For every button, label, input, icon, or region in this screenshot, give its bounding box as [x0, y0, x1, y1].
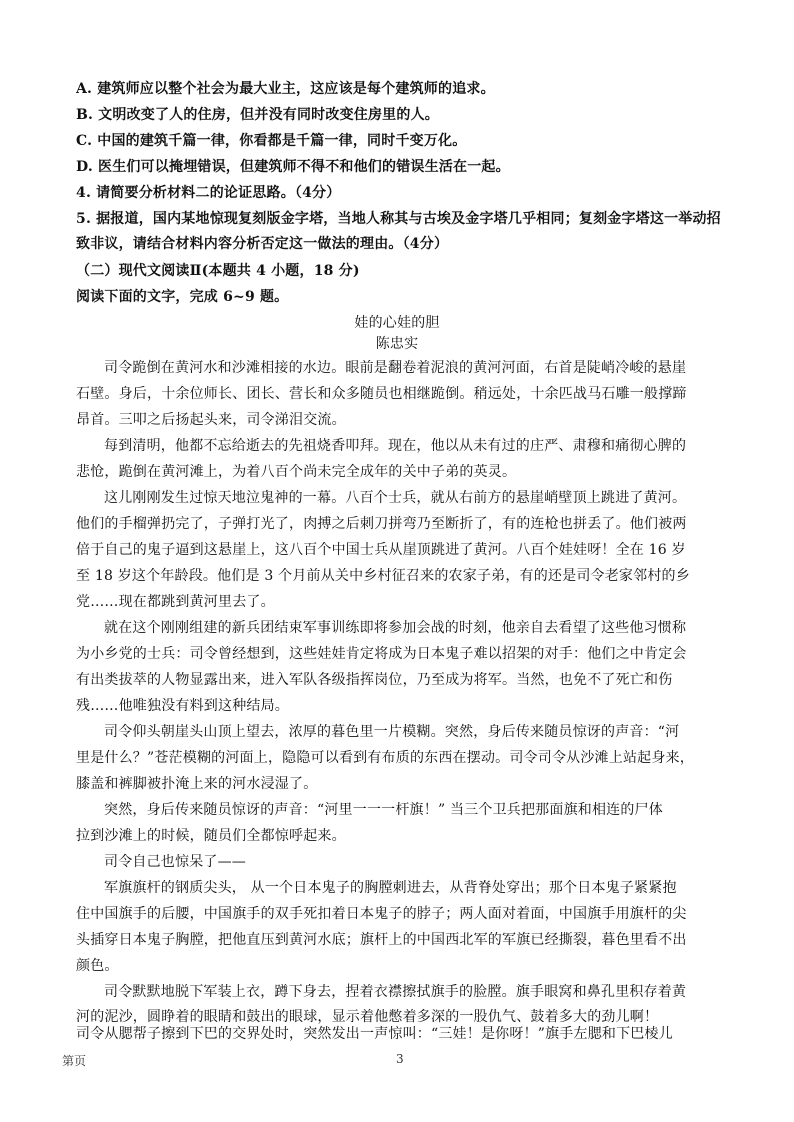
article-line: 住中国旗手的后腰，中国旗手的双手死扣着日本鬼子的脖子；两人面对着面，中国旗手用旗杆的尖 [76, 906, 687, 922]
option-d: D. 医生们可以掩埋错误，但建筑师不得不和他们的错误生活在一起。 [76, 159, 510, 175]
option-b: B. 文明改变了人的住房，但并没有同时改变住房里的人。 [76, 107, 439, 123]
article-line: 昂首。三叩之后扬起头来，司令涕泪交流。 [76, 412, 346, 428]
article-title: 娃的心娃的胆 [354, 315, 440, 331]
article-line: 里是什么？”苍茫模糊的河面上，隐隐可以看到有布质的东西在摆动。司令司令从沙滩上站起身来， [76, 750, 694, 766]
article-line: 河的泥沙，圆睁着的眼睛和鼓出的眼球，显示着他憋着多深的一股仇气、鼓着多大的劲儿啊！ [76, 1009, 659, 1025]
article-line: 悲怆，跪倒在黄河滩上，为着八百个尚未完全成年的关中子弟的英灵。 [76, 464, 517, 480]
article-line: 司令仰头朝崖头山顶上望去，浓厚的暮色里一片模糊。突然，身后传来随员惊讶的声音：“河 [104, 724, 680, 740]
article-line: 司令跪倒在黄河水和沙滩相接的水边。眼前是翻卷着泥浪的黄河河面，右首是陡峭冷峻的悬崖 [104, 360, 687, 376]
article-line: 头插穿日本鬼子胸膛，把他直压到黄河水底；旗杆上的中国西北军的军旗已经撕裂，暮色里看不出 [76, 932, 687, 948]
article-line: 他们的手榴弹扔完了，子弹打光了，肉搏之后刺刀拼弯乃至断折了，有的连枪也拼丢了。他们被两 [76, 516, 687, 532]
option-c: C. 中国的建筑千篇一律，你看都是千篇一律，同时千变万化。 [76, 133, 467, 149]
article-line: 这儿刚刚发生过惊天地泣鬼神的一幕。八百个士兵，就从右前方的悬崖峭壁顶上跳进了黄河。 [104, 490, 687, 506]
article-line: 司令自己也惊呆了—— [104, 854, 246, 870]
question-5-line-2: 致非议，请结合材料内容分析否定这一做法的理由。（4分） [76, 236, 449, 252]
article-author: 陈忠实 [375, 336, 419, 352]
question-4: 4. 请简要分析材料二的论证思路。（4分） [76, 185, 341, 201]
article-line: 为小乡党的士兵：司令曾经想到，这些娃娃肯定将成为日本鬼子难以招架的对手：他们之中肯定会 [76, 646, 687, 662]
article-line: 残……他唯独没有料到这种结局。 [76, 698, 289, 714]
article-line: 倍于自己的鬼子逼到这悬崖上，这八百个中国士兵从崖顶跳进了黄河。八百个娃娃呀！全在 16 岁 [76, 542, 686, 558]
article-line: 至 18 岁这个年龄段。他们是 3 个月前从关中乡村征召来的农家子弟，有的还是司令老家邻村的乡 [76, 568, 690, 584]
article-line: 司令从腮帮子擦到下巴的交界处时，突然发出一声惊叫：“三娃！是你呀！”旗手左腮和下巴棱儿 [76, 1026, 673, 1042]
option-a: A. 建筑师应以整个社会为最大业主，这应该是每个建筑师的追求。 [76, 81, 495, 97]
article-line: 拉到沙滩上的时候，随员们全都惊呼起来。 [76, 828, 346, 844]
article-line: 就在这个刚刚组建的新兵团结束军事训练即将参加会战的时刻，他亲自去看望了这些他习惯称 [104, 620, 687, 636]
article-line: 膝盖和裤脚被扑淹上来的河水浸湿了。 [76, 776, 318, 792]
article-line: 党……现在都跳到黄河里去了。 [76, 594, 275, 610]
article-line: 石壁。身后，十余位师长、团长、营长和众多随员也相继跪倒。稍远处，十余匹战马石雕一般撑蹄 [76, 386, 687, 402]
footer-label: 第页 [62, 1054, 87, 1068]
article-line: 突然，身后传来随员惊讶的声音：“河里一一一杆旗！” 当三个卫兵把那面旗和相连的尸体 [104, 802, 663, 818]
question-5-line-1: 5. 据报道，国内某地惊现复刻版金字塔，当地人称其与古埃及金字塔几乎相同；复刻金字塔这一举动招 [76, 211, 721, 227]
section-heading: （二）现代文阅读Ⅱ(本题共 4 小题，18 分) [76, 263, 360, 279]
article-line: 有出类拔萃的人物显露出来，进入军队各级指挥岗位，乃至成为将军。当然，也免不了死亡和伤 [76, 672, 673, 688]
article-line: 司令默默地脱下军装上衣，蹲下身去，捏着衣襟擦拭旗手的脸膛。旗手眼窝和鼻孔里积存着黄 [104, 984, 687, 1000]
page-number: 3 [396, 1052, 404, 1066]
article-line: 颜色。 [76, 958, 119, 974]
article-line: 军旗旗杆的钢质尖头， 从一个日本鬼子的胸膛刺进去，从背脊处穿出；那个日本鬼子紧紧抱 [104, 880, 677, 896]
article-line: 每到清明，他都不忘给逝去的先祖烧香叩拜。现在，他以从未有过的庄严、肃穆和痛彻心脾的 [104, 438, 687, 454]
section-instruction: 阅读下面的文字，完成 6~9 题。 [76, 289, 289, 305]
